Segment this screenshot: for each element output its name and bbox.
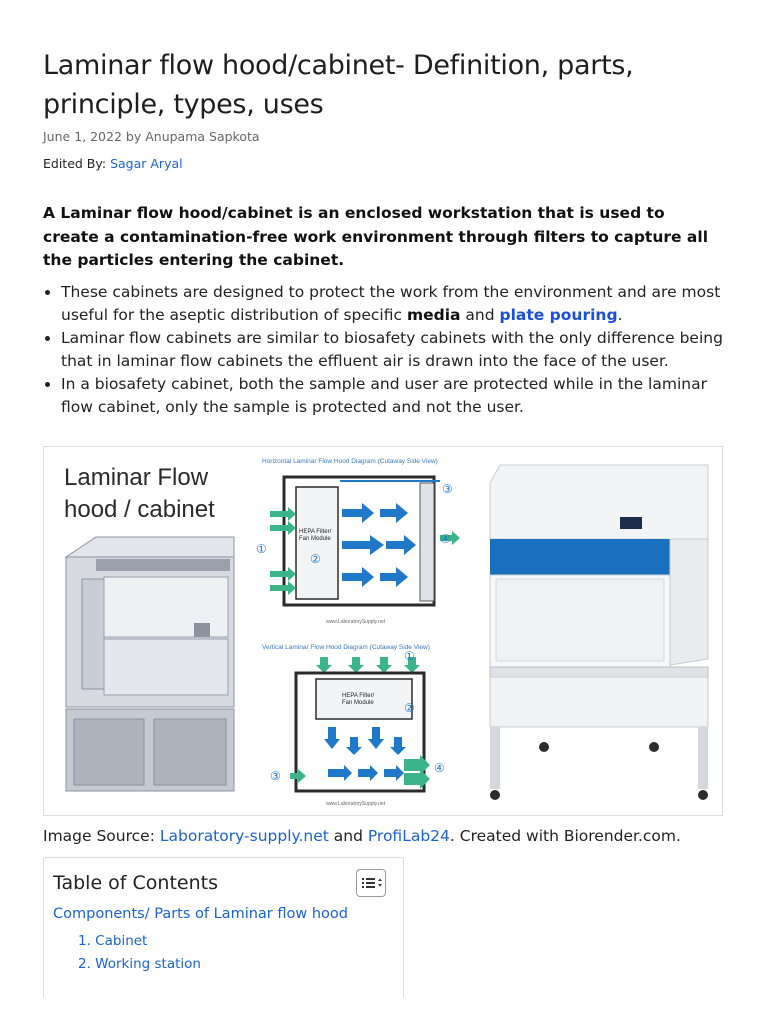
source-link-profilab24[interactable]: ProfiLab24 (367, 827, 450, 845)
post-meta (43, 129, 260, 144)
edited-label: Edited By: (43, 156, 107, 171)
list-item: • In a biosafety cabinet, both the sample and user are protected while in the laminar flow cabinet, only the sample is protected and not the user. (61, 373, 741, 419)
edited-by (43, 156, 183, 171)
marker-1: ① (256, 542, 267, 556)
figure-heading-line1: Laminar Flow (64, 464, 209, 491)
figure-heading-line2: hood / cabinet (64, 496, 215, 523)
list-toggle-icon (357, 870, 385, 896)
filter-label-line1: HEPA Filter/ (299, 529, 332, 535)
marker-4-vertical: ④ (434, 761, 445, 775)
filter-label-line2-vertical: Fan Module (342, 700, 374, 706)
toc-item-working-station[interactable]: 2. Working station (78, 956, 201, 972)
watermark-bottom: www.LaboratorySupply.net (326, 801, 386, 807)
toc-item-cabinet[interactable]: 1. Cabinet (78, 933, 148, 949)
plate-pouring-link[interactable]: plate pouring (499, 306, 618, 324)
fume-hood-drawing (66, 537, 234, 791)
page-title: Laminar flow hood/cabinet- Definition, parts, principle, types, uses (43, 50, 634, 120)
marker-2-vertical: ② (404, 701, 415, 715)
watermark-top: www.LaboratorySupply.net (326, 619, 386, 625)
laminar-cabinet-photo (490, 465, 708, 800)
bullet-text: These cabinets are designed to protect the work from the environment and are most useful for the aseptic distribution of specific (61, 283, 721, 324)
article-figure (43, 446, 723, 816)
caption-suffix: . Created with Biorender.com. (449, 827, 681, 845)
horizontal-flow-diagram (256, 458, 460, 625)
marker-1-vertical: ① (404, 649, 415, 663)
bullet-list (43, 281, 741, 419)
post-date[interactable]: June 1, 2022 (43, 129, 122, 144)
laminar-flow-illustration (44, 447, 723, 816)
marker-2: ② (310, 552, 321, 566)
diagram-bottom-title: Vertical Laminar Flow Hood Diagram (Cutaway Side View) (262, 644, 430, 651)
vertical-flow-diagram (262, 644, 445, 807)
toc-title: Table of Contents (53, 872, 218, 894)
diagram-top-title: Horizontal Laminar Flow Hood Diagram (Cutaway Side View) (262, 458, 438, 465)
image-caption (43, 827, 681, 845)
list-item (61, 281, 741, 327)
marker-4: ④ (440, 532, 451, 546)
marker-3: ③ (442, 482, 453, 496)
post-author[interactable]: Anupama Sapkota (145, 129, 260, 144)
caption-prefix: Image Source: (43, 827, 160, 845)
post-by: by (125, 129, 142, 144)
bullet-text: and (460, 306, 500, 324)
list-item: • Laminar flow cabinets are similar to biosafety cabinets with the only difference being that in laminar flow cabinets the effluent air is drawn into the face of the user. (61, 327, 741, 373)
editor-link[interactable]: Sagar Aryal (110, 156, 183, 171)
toc-item-components[interactable]: Components/ Parts of Laminar flow hood (53, 906, 348, 922)
marker-3-vertical: ③ (270, 769, 281, 783)
bold-term: media (406, 306, 461, 324)
source-link-laboratory-supply[interactable]: Laboratory-supply.net (159, 827, 329, 845)
caption-and: and (328, 827, 368, 845)
toc-toggle-button[interactable] (356, 869, 386, 897)
filter-label-line1-vertical: HEPA Filter/ (342, 693, 375, 699)
bullet-text: . (617, 306, 623, 324)
filter-label-line2: Fan Module (299, 536, 331, 542)
table-of-contents (43, 857, 404, 997)
lead-paragraph: A Laminar flow hood/cabinet is an enclosed workstation that is used to create a contamination-free work environment through filters to capture all the particles entering the cabinet. (43, 204, 709, 269)
